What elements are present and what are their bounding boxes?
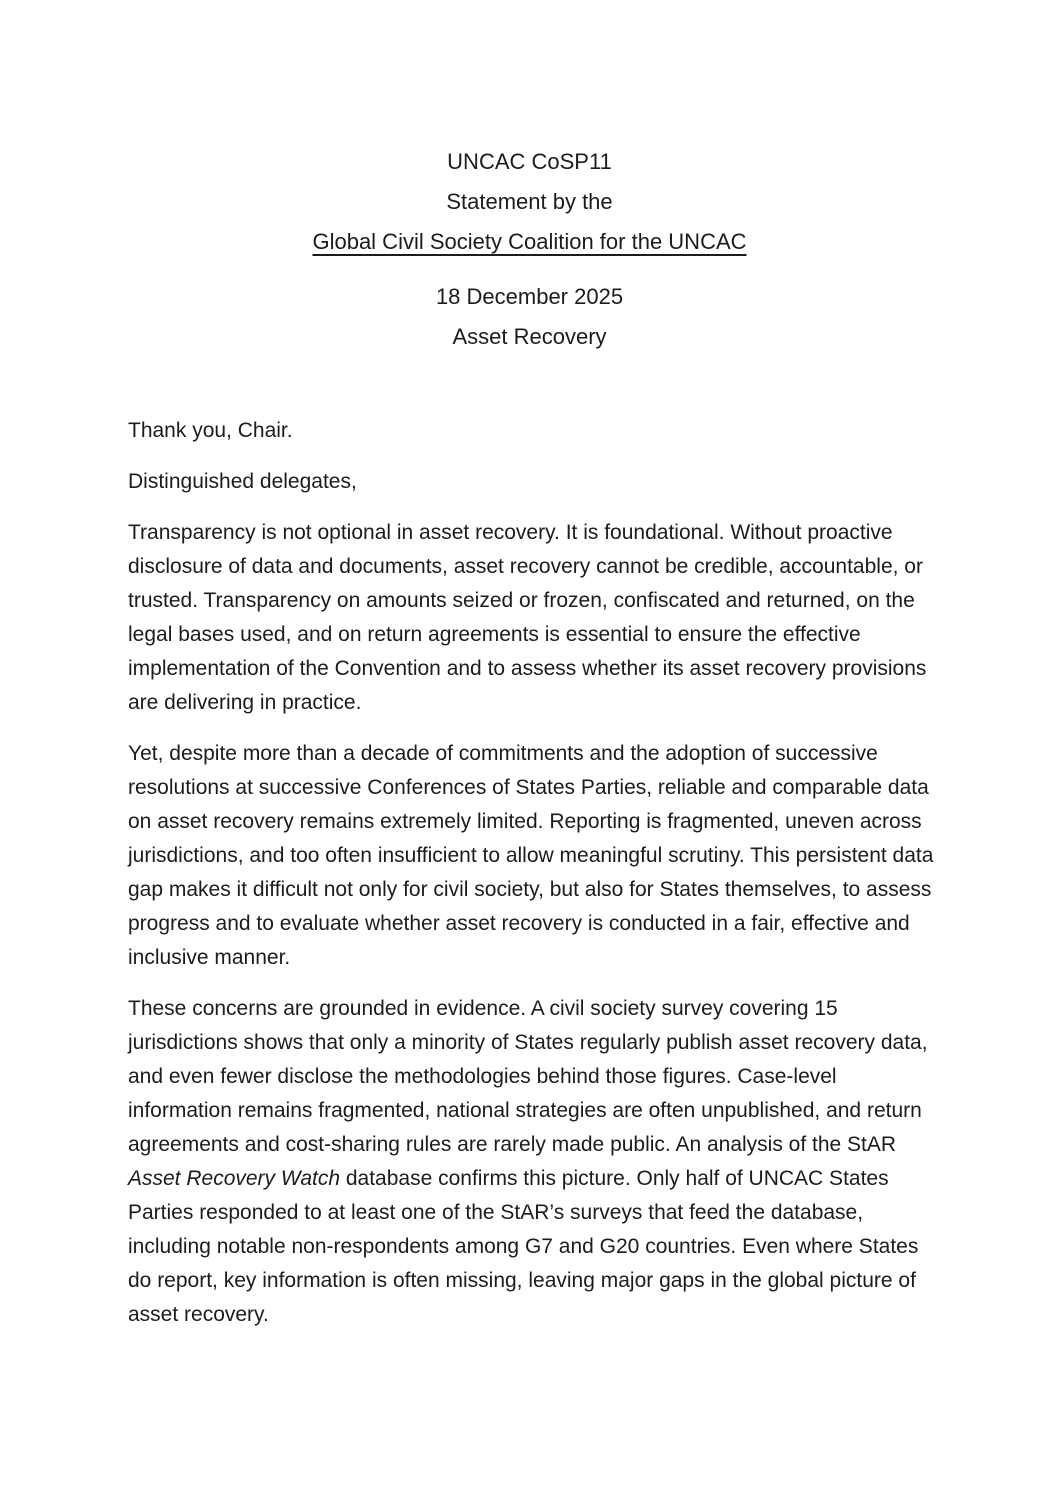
doc-title-line1: UNCAC CoSP11	[447, 149, 612, 174]
paragraph-transparency: Transparency is not optional in asset recovery. It is foundational. Without proactive disclosure of data and documents, asset recovery cannot be credible, accountable, or trusted. Transparency on amounts seized or frozen, confiscated and returned, on the legal bases used, and on return agreements is essential to ensure the effective implementation of the Convention and to assess whether its asset recovery provisions are delivering in practice.	[128, 521, 927, 714]
asset-recovery-watch-italic: Asset Recovery Watch	[128, 1167, 341, 1190]
paragraph-evidence	[128, 992, 946, 1332]
paragraph-evidence-text-after: database confirms this picture. Only half of UNCAC States Parties responded to at least one of the StAR’s surveys that feed the database, including notable non-respondents among G7 and G20 countries. Even where States do report, key information is often missing, leaving major gaps in the global picture of asset recovery.	[128, 1167, 919, 1326]
document-header	[0, 0, 1059, 357]
salutation-delegates: Distinguished delegates,	[128, 470, 357, 493]
salutation-chair: Thank you, Chair.	[128, 419, 293, 442]
document-body	[128, 414, 946, 1332]
doc-title-line2: Statement by the	[446, 189, 613, 214]
doc-date: 18 December 2025	[435, 284, 624, 309]
paragraph-evidence-text-before: These concerns are grounded in evidence. A civil society survey covering 15 jurisdictions shows that only a minority of States regularly publish asset recovery data, and even fewer disclose the methodologies behind those figures. Case-level information remains fragmented, national strategies are often unpublished, and return agreements and cost-sharing rules are rarely made public. An analysis of the StAR	[128, 997, 928, 1156]
doc-title-coalition: Global Civil Society Coalition for the UNCAC	[312, 229, 747, 254]
paragraph-data-gap: Yet, despite more than a decade of commitments and the adoption of successive resolutions at successive Conferences of States Parties, reliable and comparable data on asset recovery remains extremely limited. Reporting is fragmented, uneven across jurisdictions, and too often insufficient to allow meaningful scrutiny. This persistent data gap makes it difficult not only for civil society, but also for States themselves, to assess progress and to evaluate whether asset recovery is conducted in a fair, effective and inclusive manner.	[128, 742, 934, 969]
doc-topic: Asset Recovery	[452, 324, 607, 349]
